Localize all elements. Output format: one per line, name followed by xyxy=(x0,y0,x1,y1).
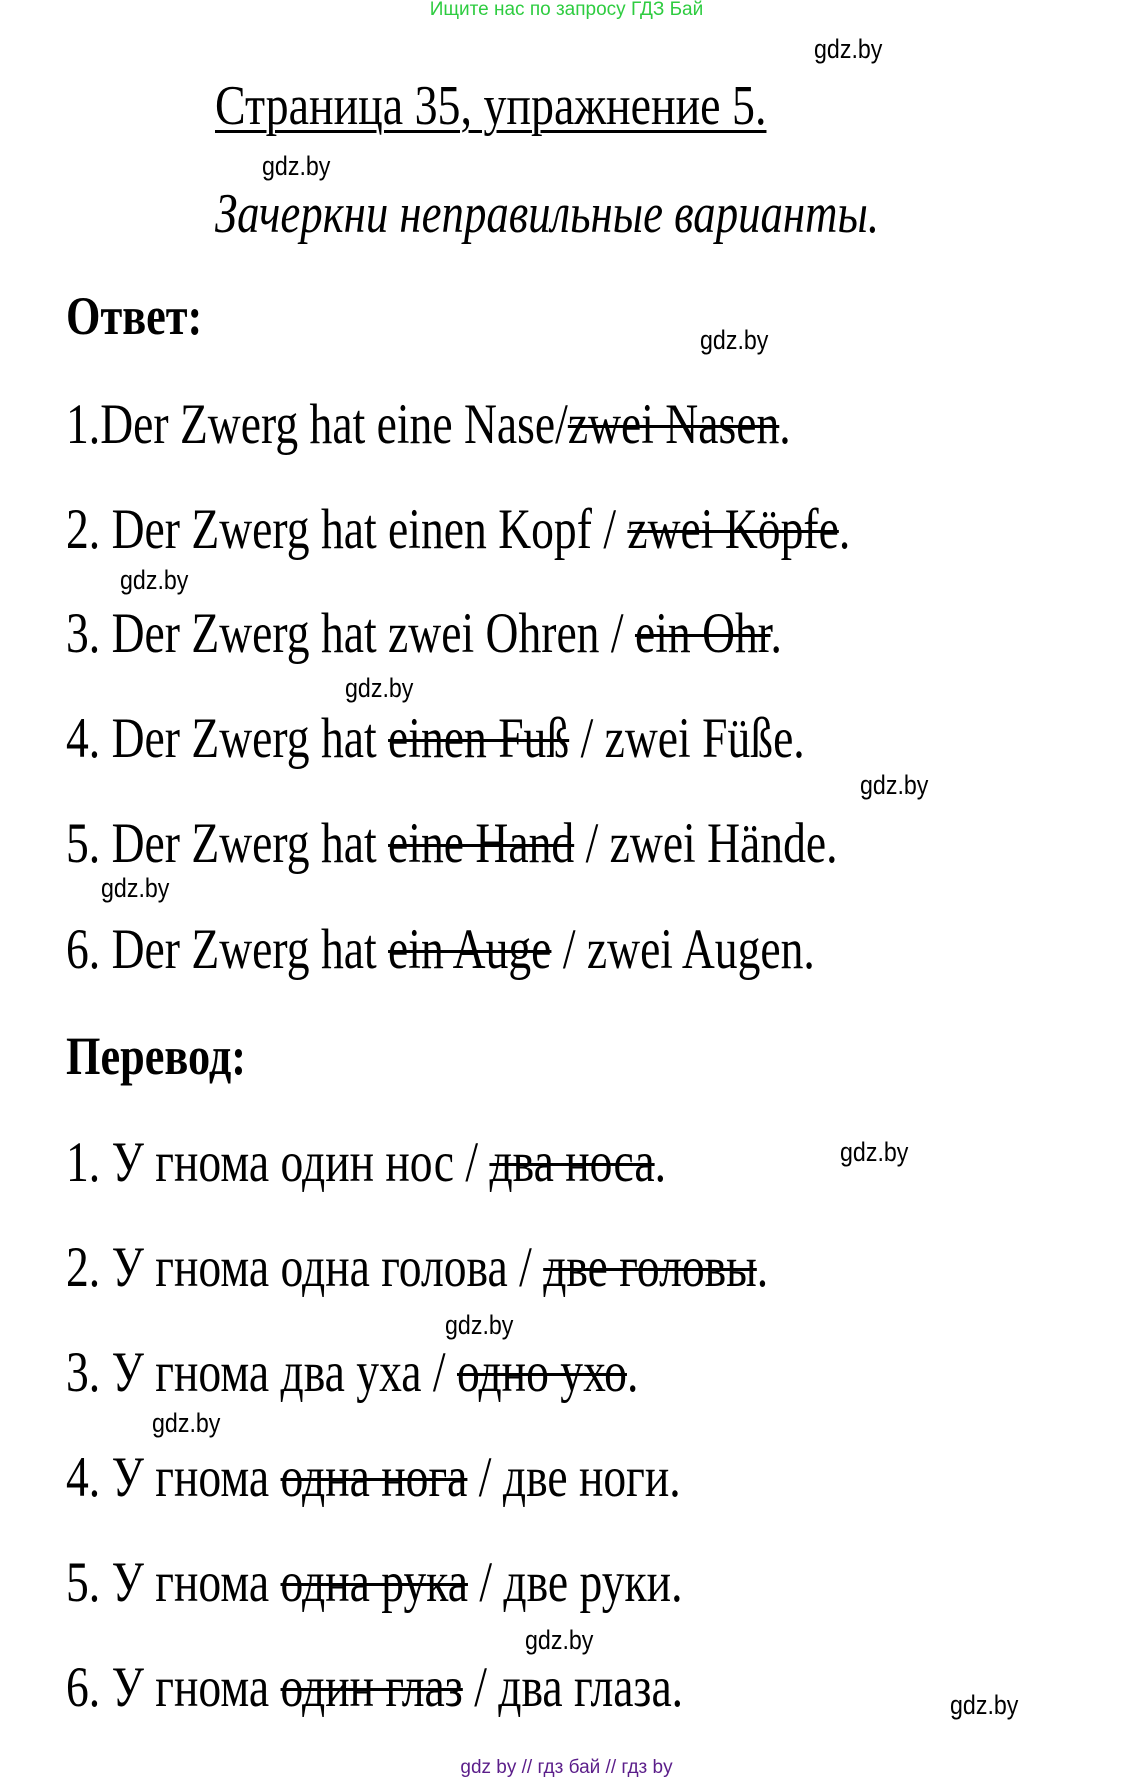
line-text: . xyxy=(756,1236,769,1299)
line-text: / zwei Hände. xyxy=(574,812,838,875)
line-text: 1.Der Zwerg hat eine Nase/ xyxy=(66,393,568,456)
watermark: gdz.by xyxy=(120,565,189,595)
line-text: / zwei Augen. xyxy=(551,918,815,981)
struck-option: два носа xyxy=(489,1131,655,1194)
line-text: . xyxy=(654,1131,666,1194)
line-text: . xyxy=(838,498,851,561)
watermark: gdz.by xyxy=(950,1690,1019,1720)
line-text: 6. Der Zwerg hat xyxy=(66,918,389,981)
translation-line-3 xyxy=(66,1340,638,1405)
line-text: / две руки. xyxy=(467,1551,683,1614)
struck-option: zwei Nasen xyxy=(567,393,780,456)
footer-links: gdz by // гдз бай // гдз by xyxy=(460,1757,673,1778)
line-text: 4. Der Zwerg hat xyxy=(66,707,389,770)
translation-line-2 xyxy=(66,1235,768,1300)
translation-line-6 xyxy=(66,1655,683,1720)
line-text: 3. У гнома два уха / xyxy=(66,1341,457,1404)
line-text: / zwei Füße. xyxy=(569,707,805,770)
line-text: . xyxy=(770,602,782,665)
watermark: gdz.by xyxy=(860,770,929,800)
watermark: gdz.by xyxy=(445,1310,514,1340)
answer-line-6 xyxy=(66,917,815,982)
watermark: gdz.by xyxy=(152,1408,221,1438)
answer-line-3 xyxy=(66,601,782,666)
struck-option: одно ухо xyxy=(456,1341,627,1404)
translation-heading: Перевод: xyxy=(66,1026,247,1086)
line-text: 5. У гнома xyxy=(66,1551,281,1614)
answer-line-1 xyxy=(66,392,791,457)
search-banner: Ищите нас по запросу ГДЗ Бай xyxy=(429,0,704,20)
struck-option: eine Hand xyxy=(388,812,575,875)
line-text: / два глаза. xyxy=(462,1656,684,1719)
struck-option: одна рука xyxy=(280,1551,468,1614)
answer-heading: Ответ: xyxy=(66,286,203,346)
translation-line-5 xyxy=(66,1550,682,1615)
struck-option: ein Ohr xyxy=(634,602,771,665)
line-text: 3. Der Zwerg hat zwei Ohren / xyxy=(66,602,635,665)
struck-option: ein Auge xyxy=(388,918,552,981)
watermark: gdz.by xyxy=(700,325,769,355)
page-title: Страница 35, упражнение 5. xyxy=(215,75,767,137)
line-text: 5. Der Zwerg hat xyxy=(66,812,389,875)
watermark: gdz.by xyxy=(101,873,170,903)
watermark: gdz.by xyxy=(262,151,331,181)
line-text: 4. У гнома xyxy=(66,1446,281,1509)
watermark: gdz.by xyxy=(525,1625,594,1655)
line-text: / две ноги. xyxy=(467,1446,681,1509)
struck-option: одна нога xyxy=(280,1446,468,1509)
line-text: . xyxy=(779,393,791,456)
line-text: . xyxy=(626,1341,639,1404)
line-text: 2. Der Zwerg hat einen Kopf / xyxy=(66,498,628,561)
line-text: 1. У гнома один нос / xyxy=(66,1131,490,1194)
answer-line-2 xyxy=(66,497,850,562)
line-text: 2. У гнома одна голова / xyxy=(66,1236,544,1299)
answer-line-4 xyxy=(66,706,805,771)
struck-option: две головы xyxy=(543,1236,757,1299)
translation-line-1 xyxy=(66,1130,666,1195)
struck-option: один глаз xyxy=(280,1656,463,1719)
struck-option: einen Fuß xyxy=(388,707,570,770)
watermark: gdz.by xyxy=(345,673,414,703)
watermark: gdz.by xyxy=(814,34,883,64)
watermark: gdz.by xyxy=(840,1137,909,1167)
line-text: 6. У гнома xyxy=(66,1656,281,1719)
struck-option: zwei Köpfe xyxy=(627,498,839,561)
exercise-instruction: Зачеркни неправильные варианты. xyxy=(215,183,880,245)
translation-line-4 xyxy=(66,1445,681,1510)
answer-line-5 xyxy=(66,811,838,876)
